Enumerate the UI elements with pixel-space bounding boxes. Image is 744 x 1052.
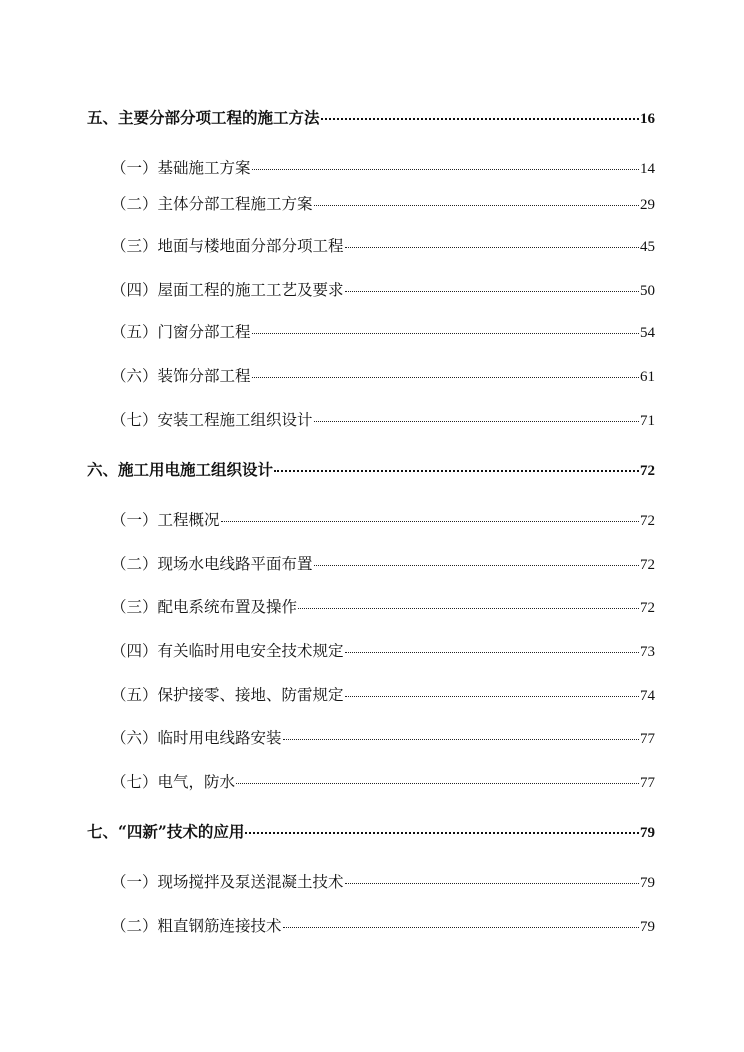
toc-entry-title: （三）地面与楼地面分部分项工程 [111, 237, 344, 255]
dot-leader [236, 782, 639, 784]
toc-entry-page: 77 [640, 775, 655, 791]
toc-entry[interactable] [111, 510, 655, 531]
toc-entry-page: 16 [640, 111, 655, 127]
dot-leader [221, 520, 639, 522]
toc-entry-title: 六、施工用电施工组织设计 [87, 460, 274, 479]
toc-entry[interactable] [111, 685, 655, 706]
toc-entry-title: （七）安装工程施工组织设计 [111, 411, 313, 429]
toc-entry[interactable] [111, 597, 655, 618]
dot-leader [298, 607, 639, 609]
toc-entry-title: （五）保护接零、接地、防雷规定 [111, 686, 344, 704]
toc-entry-title: （六）临时用电线路安装 [111, 729, 282, 747]
dot-leader [274, 469, 639, 472]
toc-entry[interactable] [111, 554, 655, 575]
toc-entry[interactable] [111, 194, 655, 215]
toc-entry[interactable] [111, 872, 655, 893]
toc-entry[interactable] [111, 641, 655, 662]
dot-leader [252, 332, 639, 334]
toc-entry[interactable] [111, 366, 655, 387]
toc-entry[interactable] [111, 772, 655, 793]
toc-entry[interactable] [111, 158, 655, 179]
toc-entry-page: 79 [640, 825, 655, 841]
toc-entry-page: 72 [640, 557, 655, 573]
toc-entry-page: 77 [640, 731, 655, 747]
toc-entry-page: 73 [640, 644, 655, 660]
dot-leader [283, 738, 639, 740]
toc-entry-title: （一）基础施工方案 [111, 159, 251, 177]
toc-entry[interactable] [111, 280, 655, 301]
dot-leader [245, 831, 639, 834]
toc-entry-page: 54 [640, 325, 655, 341]
toc-entry-page: 79 [640, 919, 655, 935]
toc-entry-title: （四）屋面工程的施工工艺及要求 [111, 281, 344, 299]
toc-entry-title: （一）工程概况 [111, 511, 220, 529]
dot-leader [345, 246, 639, 248]
toc-entry-page: 14 [640, 161, 655, 177]
toc-entry[interactable] [111, 916, 655, 937]
toc-entry-title: 五、主要分部分项工程的施工方法 [87, 108, 320, 127]
dot-leader [345, 695, 639, 697]
dot-leader [314, 564, 639, 566]
toc-entry[interactable] [111, 728, 655, 749]
toc-entry[interactable] [87, 822, 655, 843]
toc-entry-page: 72 [640, 513, 655, 529]
toc-entry-page: 29 [640, 197, 655, 213]
toc-entry-title: （六）装饰分部工程 [111, 367, 251, 385]
toc-entry-title: （三）配电系统布置及操作 [111, 598, 298, 616]
dot-leader [252, 376, 639, 378]
toc-entry-title: （二）现场水电线路平面布置 [111, 555, 313, 573]
toc-entry-page: 79 [640, 875, 655, 891]
toc-entry-title: （五）门窗分部工程 [111, 323, 251, 341]
toc-entry[interactable] [87, 108, 655, 129]
toc-entry-title: （四）有关临时用电安全技术规定 [111, 642, 344, 660]
dot-leader [345, 290, 639, 292]
toc-entry-page: 72 [640, 600, 655, 616]
toc-entry-page: 72 [640, 463, 655, 479]
dot-leader [314, 204, 639, 206]
toc-entry[interactable] [111, 322, 655, 343]
toc-entry-title: （二）粗直钢筋连接技术 [111, 917, 282, 935]
toc-entry-page: 61 [640, 369, 655, 385]
toc-entry-title: 七、“四新”技术的应用 [87, 822, 245, 841]
toc-entry-title: （二）主体分部工程施工方案 [111, 195, 313, 213]
toc-entry[interactable] [87, 460, 655, 481]
dot-leader [345, 882, 639, 884]
toc-entry-page: 50 [640, 283, 655, 299]
toc-entry[interactable] [111, 410, 655, 431]
dot-leader [252, 168, 639, 170]
toc-entry-title: （一）现场搅拌及泵送混凝土技术 [111, 873, 344, 891]
dot-leader [314, 420, 639, 422]
dot-leader [321, 117, 639, 120]
toc-entry[interactable] [111, 236, 655, 257]
dot-leader [345, 651, 639, 653]
toc-entry-page: 74 [640, 688, 655, 704]
toc-entry-page: 71 [640, 413, 655, 429]
dot-leader [283, 926, 639, 928]
toc-entry-page: 45 [640, 239, 655, 255]
toc-entry-title: （七）电气，防水 [111, 773, 236, 791]
